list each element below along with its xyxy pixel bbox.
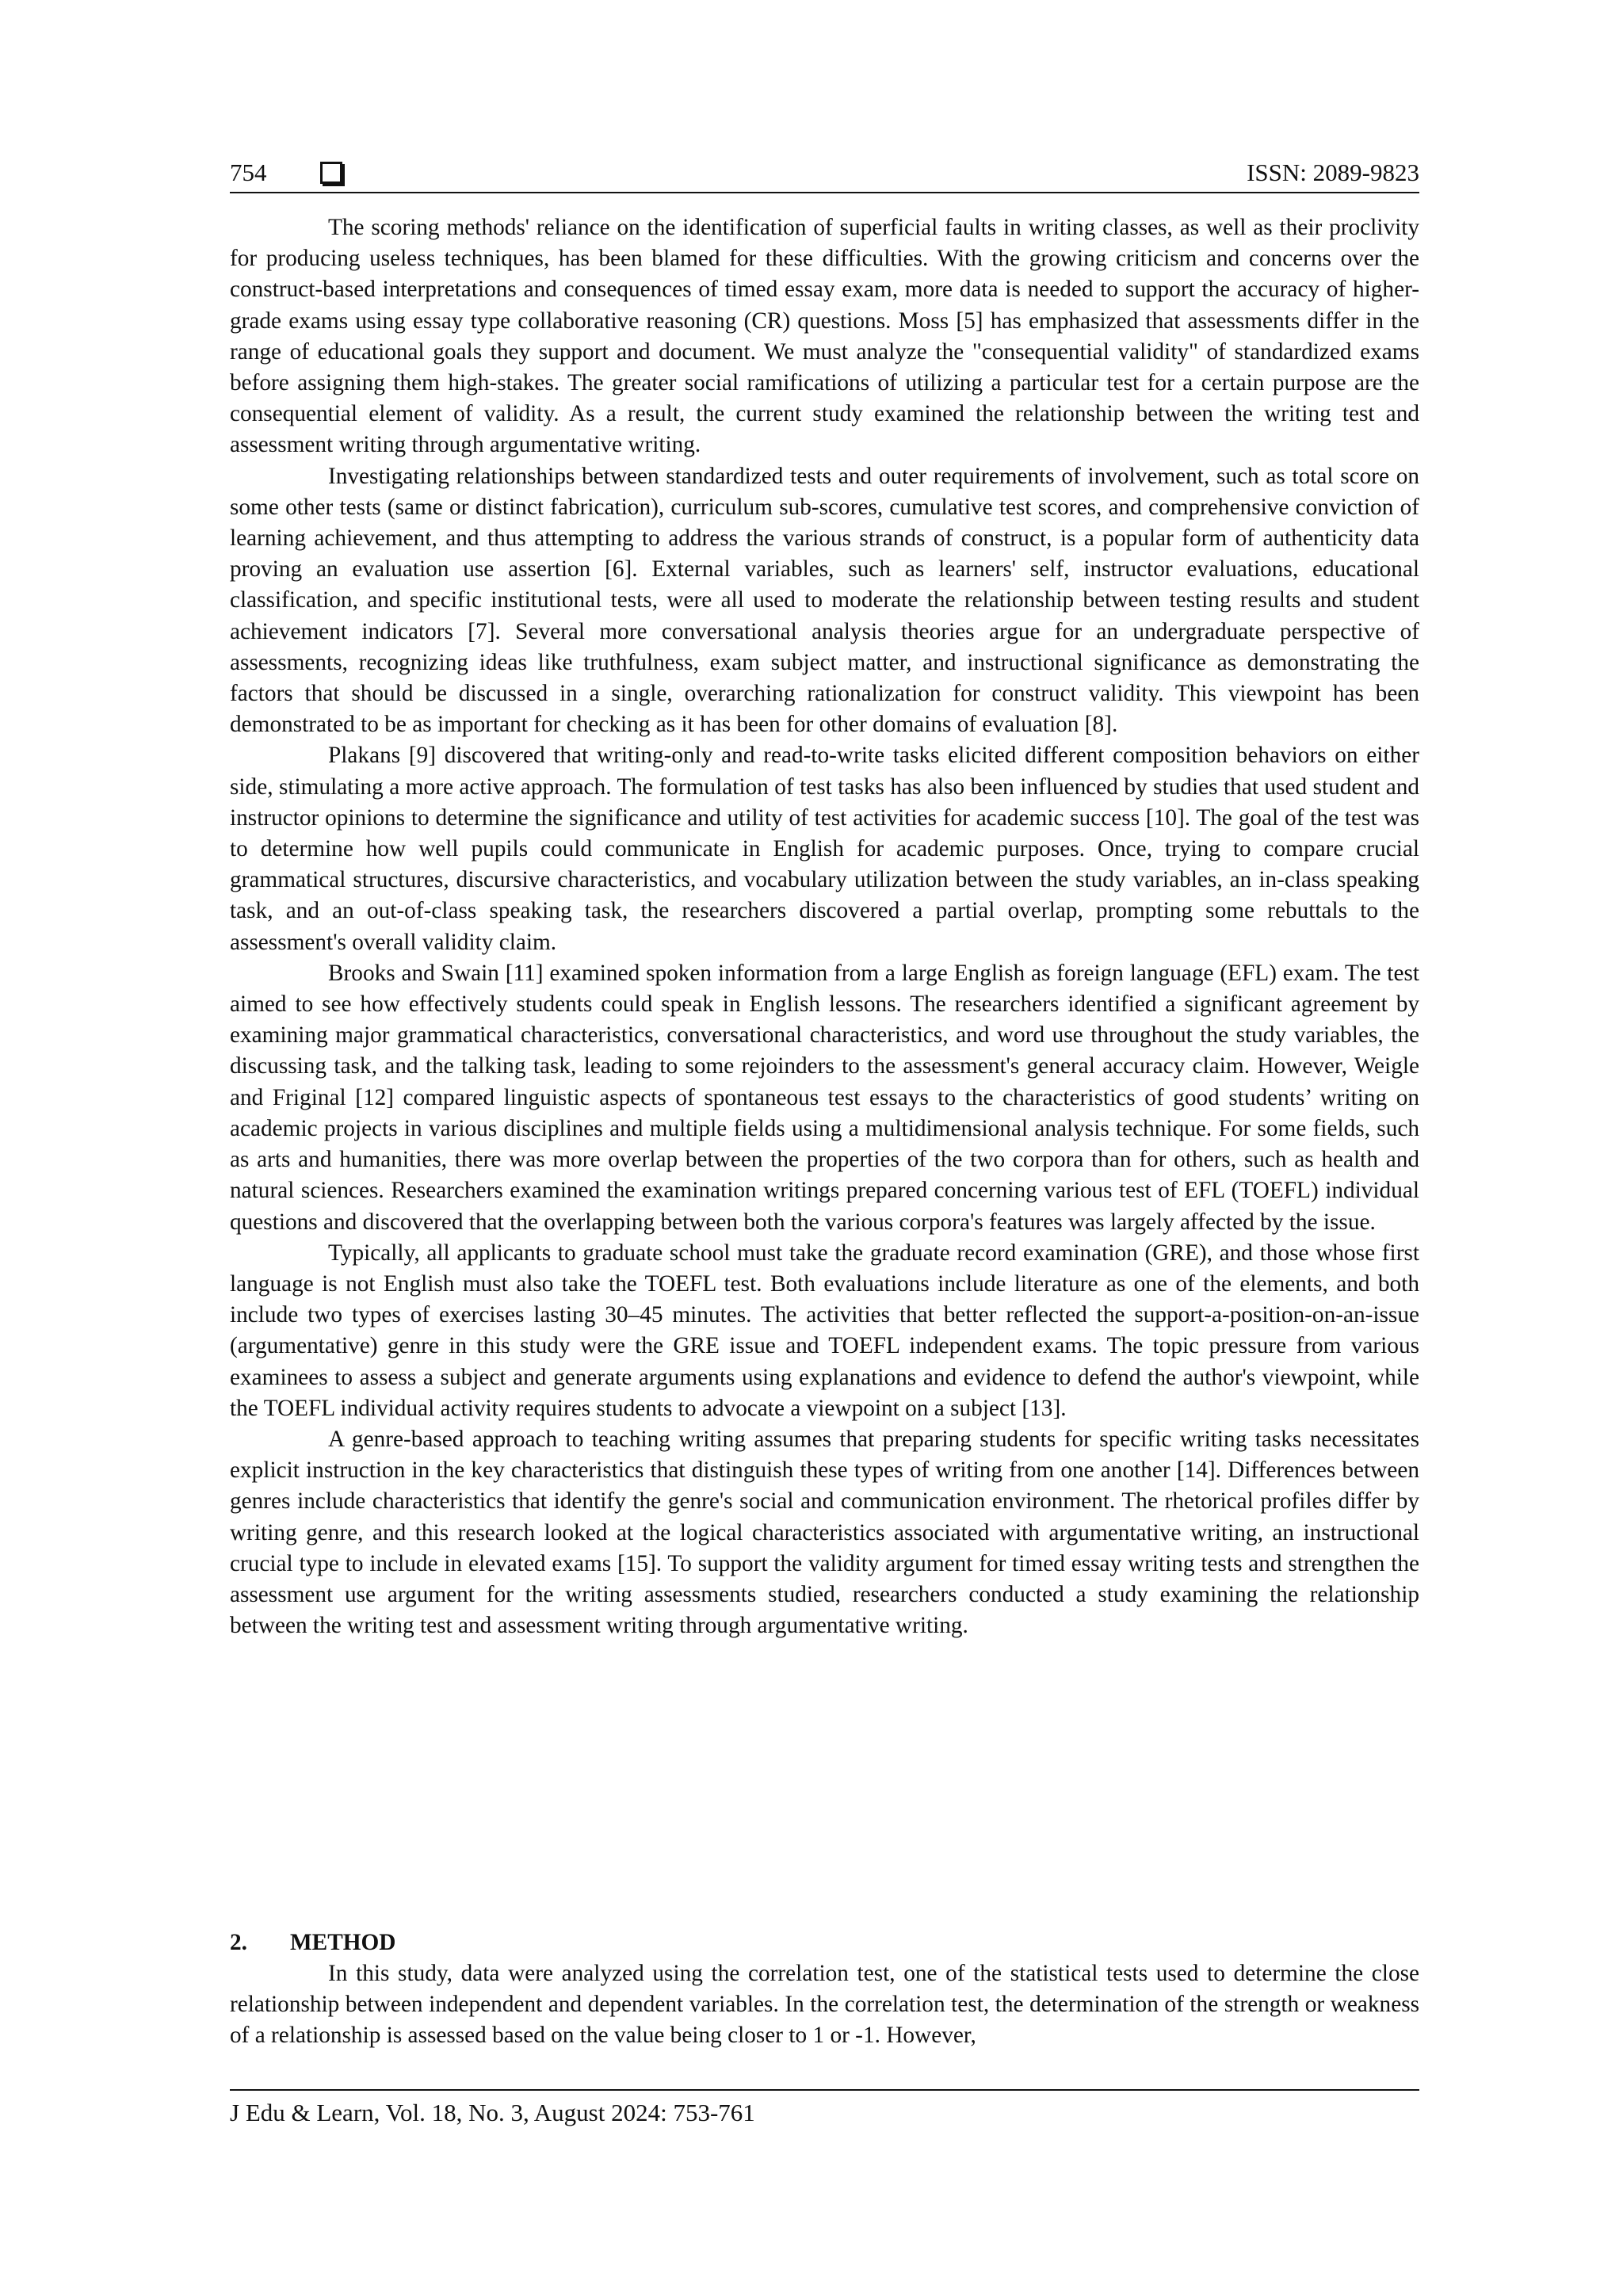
page-footer: J Edu & Learn, Vol. 18, No. 3, August 2024: 753-761 <box>230 2099 755 2126</box>
paragraph: Brooks and Swain [11] examined spoken information from a large English as foreign language (EFL) exam. The test aimed to see how effectively students could speak in English lessons. The researchers identified a significant agreement by examining major grammatical characteristics, conversational characteristics, and word use throughout the study variables, the discussing task, and the talking task, leading to some rejoinders to the assessment's general accuracy claim. However, Weigle and Friginal [12] compared linguistic aspects of spontaneous test essays to the characteristics of good students’ writing on academic projects in various disciplines and multiple fields using a multidimensional analysis technique. For some fields, such as arts and humanities, there was more overlap between the properties of the two corpora than for others, such as health and natural sciences. Researchers examined the examination writings prepared concerning various test of EFL (TOEFL) individual questions and discovered that the overlapping between both the various corpora's features was largely affected by the issue. <box>230 960 1419 1235</box>
paragraph: The scoring methods' reliance on the identification of superficial faults in writing classes, as well as their proclivity for producing useless techniques, has been blamed for these difficulties. With the growing criticism and concerns over the construct-based interpretations and consequences of timed essay exam, more data is needed to support the accuracy of higher-grade exams using essay type collaborative reasoning (CR) questions. Moss [5] has emphasized that assessments differ in the range of educational goals they support and document. We must analyze the "consequential validity" of standardized exams before assigning them high-stakes. The greater social ramifications of utilizing a particular test for a certain purpose are the consequential element of validity. As a result, the current study examined the relationship between the writing test and assessment writing through argumentative writing. <box>230 215 1419 458</box>
footer-rule <box>230 2089 1419 2091</box>
paragraph: Plakans [9] discovered that writing-only and read-to-write tasks elicited different composition behaviors on either side, stimulating a more active approach. The formulation of test tasks has also been influenced by studies that used student and instructor opinions to determine the significance and utility of test activities for academic success [10]. The goal of the test was to determine how well pupils could communicate in English for academic purposes. Once, trying to compare crucial grammatical structures, discursive characteristics, and vocabulary utilization between the study variables, an in-class speaking task, and an out-of-class speaking task, the researchers discovered a partial overlap, prompting some rebuttals to the assessment's overall validity claim. <box>230 743 1419 955</box>
paragraph: Typically, all applicants to graduate school must take the graduate record examination (GRE), and those whose first language is not English must also take the TOEFL test. Both evaluations include literature as one of the elements, and both include two types of exercises lasting 30–45 minutes. The activities that better reflected the support-a-position-on-an-issue (argumentative) genre in this study were the GRE issue and TOEFL independent exams. The topic pressure from various examinees to assess a subject and generate arguments using explanations and evidence to defend the author's viewpoint, while the TOEFL individual activity requires students to advocate a viewpoint on a subject [13]. <box>230 1240 1419 1421</box>
section-number: 2. <box>230 1930 247 1955</box>
issn-label: ISSN: 2089-9823 <box>1247 159 1419 186</box>
paragraph: A genre-based approach to teaching writing assumes that preparing students for specific writing tasks necessitates explicit instruction in the key characteristics that distinguish these types of writing from one another [14]. Differences between genres include characteristics that identify the genre's social and communication environment. The rhetorical profiles differ by writing genre, and this research looked at the logical characteristics associated with argumentative writing, an instructional crucial type to include in elevated exams [15]. To support the validity argument for timed essay writing tests and strengthen the assessment use argument for the writing assessments studied, researchers conducted a study examining the relationship between the writing test and assessment writing through argumentative writing. <box>230 1426 1419 1639</box>
paragraph: In this study, data were analyzed using the correlation test, one of the statistical tests used to determine the close relationship between independent and dependent variables. In the correlation test, the determination of the strength or weakness of a relationship is assessed based on the value being closer to 1 or -1. However, <box>230 1961 1419 2049</box>
square-box-icon <box>320 162 342 184</box>
paragraph: Investigating relationships between standardized tests and outer requirements of involvement, such as total score on some other tests (same or distinct fabrication), curriculum sub-scores, cumulative test scores, and comprehensive conviction of learning achievement, and thus attempting to address the various strands of construct, is a popular form of authenticity data proving an evaluation use assertion [6]. External variables, such as learners' self, instructor evaluations, educational classification, and specific institutional tests, were all used to moderate the relationship between testing results and student achievement indicators [7]. Several more conversational analysis theories argue for an undergraduate perspective of assessments, recognizing ideas like truthfulness, exam subject matter, and instructional significance as demonstrating the factors that should be discussed in a single, overarching rationalization for construct validity. This viewpoint has been demonstrated to be as important for checking as it has been for other domains of evaluation [8]. <box>230 463 1419 738</box>
section-title: METHOD <box>290 1930 396 1955</box>
page-header <box>230 155 1419 190</box>
section-heading-method <box>230 1927 1419 1958</box>
body-text <box>230 212 1419 1641</box>
method-text <box>230 1958 1419 2052</box>
page-number: 754 <box>230 159 267 186</box>
header-rule <box>230 192 1419 193</box>
